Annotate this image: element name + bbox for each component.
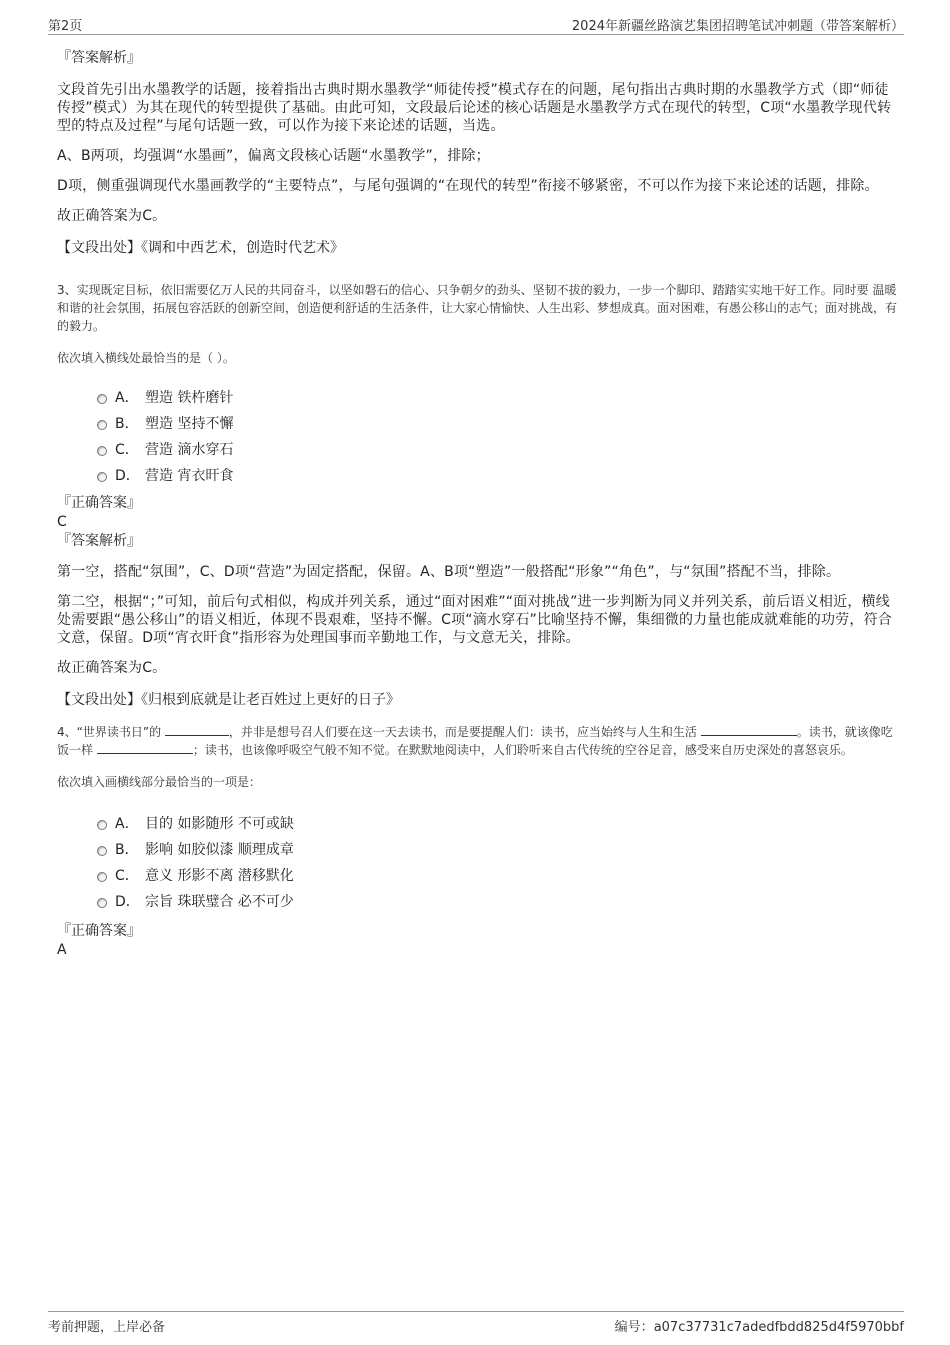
q2-source: 【文段出处】《调和中西艺术，创造时代艺术》 bbox=[57, 240, 344, 256]
radio-icon[interactable] bbox=[97, 846, 107, 856]
q4-option-c[interactable]: C． 意义 形影不离 潜移默化 bbox=[95, 863, 897, 889]
q3-option-a[interactable]: A． 塑造 铁杵磨针 bbox=[95, 385, 897, 411]
blank-line bbox=[165, 723, 229, 736]
q4-option-a[interactable]: A． 目的 如影随形 不可或缺 bbox=[95, 811, 897, 837]
q4-option-d[interactable]: D． 宗旨 珠联璧合 必不可少 bbox=[95, 889, 897, 915]
q3-analysis-paragraph-2: 第二空，根据“；”可知，前后句式相似，构成并列关系，通过“面对困难”“面对挑战”进一步判断为同义并列关系，前后语义相近，横线处需要跟“愚公移山”的语义相近，体现不畏艰难，坚持不懈。C项“滴水穿石”比喻坚持不懈，集细微的力量也能成就难能的功劳，符合文意，保留。D项“宵衣旰食”指形容为处理国事而辛勤地工作，与文意无关，排除。 bbox=[57, 594, 892, 646]
radio-icon[interactable] bbox=[97, 872, 107, 882]
q4-answer-label: 『正确答案』 bbox=[57, 923, 141, 939]
page-header bbox=[48, 14, 904, 35]
q3-analysis-paragraph-1: 第一空，搭配“氛围”，C、D项“营造”为固定搭配，保留。A、B项“塑造”一般搭配“形象”“角色”，与“氛围”搭配不当，排除。 bbox=[57, 564, 841, 580]
q3-answer-label: 『正确答案』 bbox=[57, 495, 141, 511]
page-footer bbox=[48, 1311, 904, 1334]
q4-options bbox=[95, 811, 897, 915]
q3-options bbox=[95, 385, 897, 489]
q3-analysis-label: 『答案解析』 bbox=[57, 533, 141, 549]
q3-instruction: 依次填入横线处最恰当的是（ ）。 bbox=[57, 351, 235, 365]
radio-icon[interactable] bbox=[97, 394, 107, 404]
q3-option-b[interactable]: B． 塑造 坚持不懈 bbox=[95, 411, 897, 437]
q2-analysis-paragraph-1: 文段首先引出水墨教学的话题，接着指出古典时期水墨教学“师徒传授”模式存在的问题，尾句指出古典时期的水墨教学方式（即“师徒传授”模式）为其在现代的转型提供了基础。由此可知，文段最后论述的核心话题是水墨教学方式在现代的转型，C项“水墨教学现代转型的特点及过程”与尾句话题一致，可以作为接下来论述的话题，当选。 bbox=[57, 82, 892, 134]
q3-option-c[interactable]: C． 营造 滴水穿石 bbox=[95, 437, 897, 463]
blank-line bbox=[701, 723, 797, 736]
q4-answer: A bbox=[57, 942, 67, 958]
page-content bbox=[57, 46, 897, 959]
radio-icon[interactable] bbox=[97, 472, 107, 482]
q4-option-b[interactable]: B． 影响 如胶似漆 顺理成章 bbox=[95, 837, 897, 863]
q3-option-d[interactable]: D． 营造 宵衣旰食 bbox=[95, 463, 897, 489]
page-number: 第2页 bbox=[48, 19, 83, 34]
q2-analysis-label: 『答案解析』 bbox=[57, 50, 141, 66]
radio-icon[interactable] bbox=[97, 898, 107, 908]
q2-analysis-paragraph-2: A、B两项，均强调“水墨画”，偏离文段核心话题“水墨教学”，排除； bbox=[57, 148, 490, 164]
radio-icon[interactable] bbox=[97, 820, 107, 830]
q3-stem: 3、实现既定目标，依旧需要亿万人民的共同奋斗，以坚如磐石的信心、只争朝夕的劲头、坚韧不拔的毅力，一步一个脚印、踏踏实实地干好工作。同时要 温暖和谐的社会氛围，拓展包容活跃的创新空间，创造便利舒适的生活条件，让大家心情愉快、人生出彩、梦想成真。面对困难，有愚公移山的志气；面对挑战，有 的毅力。 bbox=[57, 283, 898, 333]
radio-icon[interactable] bbox=[97, 420, 107, 430]
q4-stem: 4、“世界读书日”的 ，并非是想号召人们要在这一天去读书，而是要提醒人们：读书，应当始终与人生和生活 。读书，就该像吃饭一样 ；读书，也该像呼吸空气般不知不觉。在默默地阅读中，人们聆听来自古代传统的空谷足音，感受来自历史深处的喜怒哀乐。 bbox=[57, 725, 893, 757]
q3-source: 【文段出处】《归根到底就是让老百姓过上更好的日子》 bbox=[57, 692, 400, 708]
footer-slogan: 考前押题，上岸必备 bbox=[48, 1320, 166, 1335]
q4-instruction: 依次填入画横线部分最恰当的一项是： bbox=[57, 775, 262, 789]
q3-conclusion: 故正确答案为C。 bbox=[57, 660, 167, 676]
q2-conclusion: 故正确答案为C。 bbox=[57, 208, 167, 224]
document-title: 2024年新疆丝路演艺集团招聘笔试冲刺题（带答案解析） bbox=[571, 19, 904, 34]
radio-icon[interactable] bbox=[97, 446, 107, 456]
footer-code: 编号：a07c37731c7adedfbdd825d4f5970bbf bbox=[614, 1320, 904, 1335]
q3-answer: C bbox=[57, 514, 67, 530]
q2-analysis-paragraph-3: D项，侧重强调现代水墨画教学的“主要特点”，与尾句强调的“在现代的转型”衔接不够紧密，不可以作为接下来论述的话题，排除。 bbox=[57, 178, 879, 194]
blank-line bbox=[97, 741, 193, 754]
